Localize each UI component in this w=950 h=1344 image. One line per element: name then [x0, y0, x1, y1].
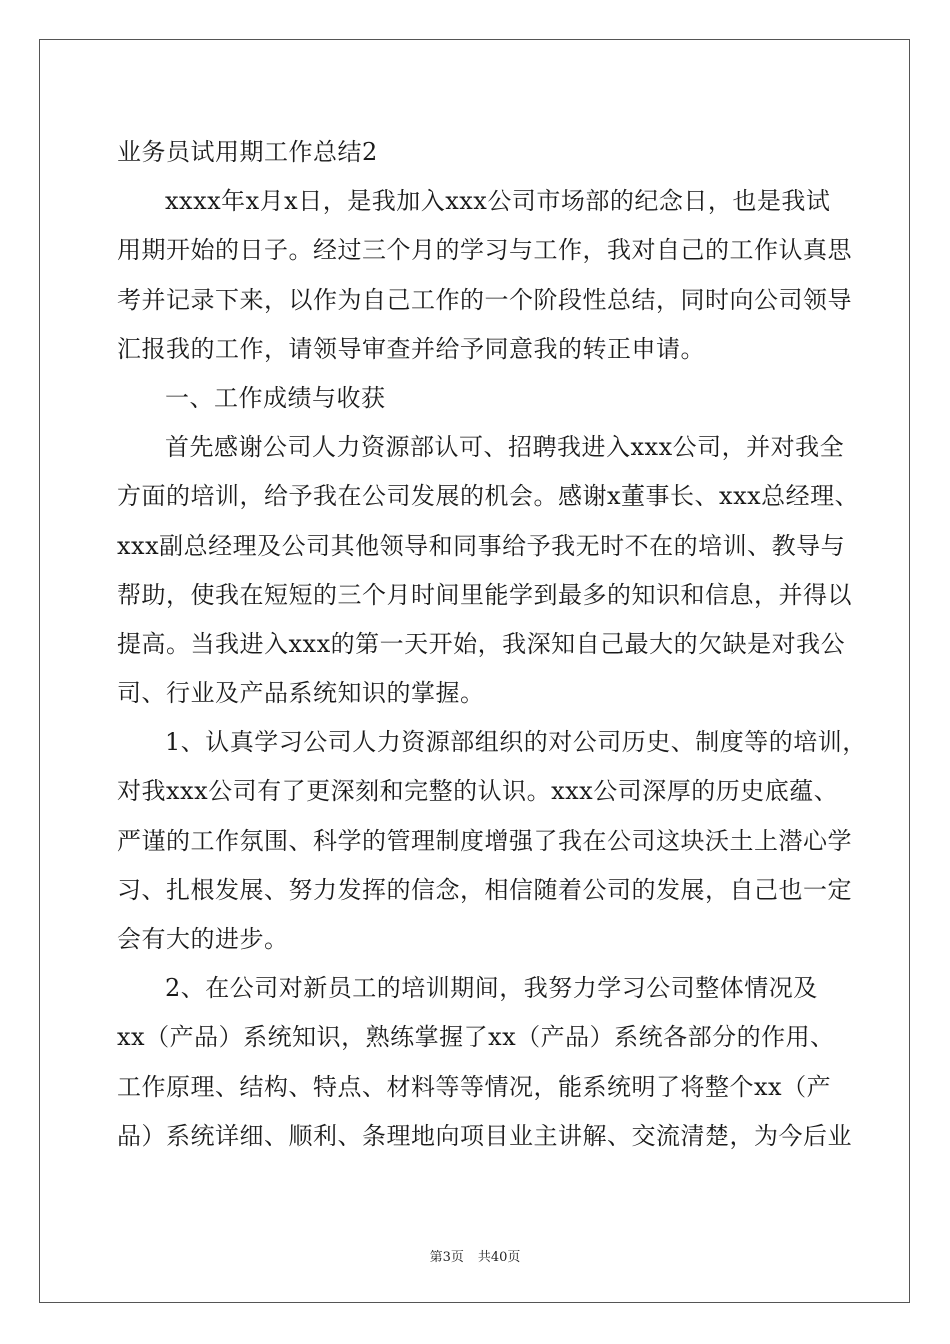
- paragraph-line: xx（产品）系统知识，熟练掌握了xx（产品）系统各部分的作用、: [117, 1023, 835, 1052]
- page-footer: [0, 1246, 950, 1265]
- page-number-current: 第3页: [429, 1250, 464, 1265]
- document-title: 业务员试用期工作总结2: [117, 138, 378, 166]
- paragraph-line: 会有大的进步。: [117, 925, 289, 953]
- paragraph-line: 首先感谢公司人力资源部认可、招聘我进入xxx公司，并对我全: [165, 433, 845, 462]
- section-heading: 一、工作成绩与收获: [165, 383, 386, 412]
- paragraph-line: 司、行业及产品系统知识的掌握。: [117, 679, 485, 708]
- paragraph-line: 1、认真学习公司人力资源部组织的对公司历史、制度等的培训，: [165, 728, 867, 757]
- paragraph-line: 提高。当我进入xxx的第一天开始，我深知自己最大的欠缺是对我公: [117, 629, 846, 658]
- document-body: [117, 128, 867, 1161]
- paragraph-line: 品）系统详细、顺利、条理地向项目业主讲解、交流清楚，为今后业: [117, 1121, 852, 1150]
- paragraph-line: 习、扎根发展、努力发挥的信念，相信随着公司的发展，自己也一定: [117, 875, 852, 904]
- paragraph-line: xxx副总经理及公司其他领导和同事给予我无时不在的培训、教导与: [117, 531, 846, 560]
- paragraph-line: 方面的培训，给予我在公司发展的机会。感谢x董事长、xxx总经理、: [117, 482, 860, 511]
- paragraph-line: 2、在公司对新员工的培训期间，我努力学习公司整体情况及: [165, 974, 818, 1003]
- paragraph-line: 考并记录下来，以作为自己工作的一个阶段性总结，同时向公司领导: [117, 285, 852, 314]
- paragraph-line: 对我xxx公司有了更深刻和完整的认识。xxx公司深厚的历史底蕴、: [117, 777, 839, 806]
- paragraph-line: 工作原理、结构、特点、材料等等情况，能系统明了将整个xx（产: [117, 1072, 832, 1101]
- paragraph-line: 帮助，使我在短短的三个月时间里能学到最多的知识和信息，并得以: [117, 580, 852, 609]
- page-number-total: 共40页: [477, 1250, 521, 1265]
- paragraph-line: xxxx年x月x日，是我加入xxx公司市场部的纪念日，也是我试: [165, 187, 831, 216]
- paragraph-line: 用期开始的日子。经过三个月的学习与工作，我对自己的工作认真思: [117, 236, 852, 265]
- paragraph-line: 严谨的工作氛围、科学的管理制度增强了我在公司这块沃土上潜心学: [117, 826, 852, 855]
- paragraph-line: 汇报我的工作，请领导审查并给予同意我的转正申请。: [117, 334, 705, 363]
